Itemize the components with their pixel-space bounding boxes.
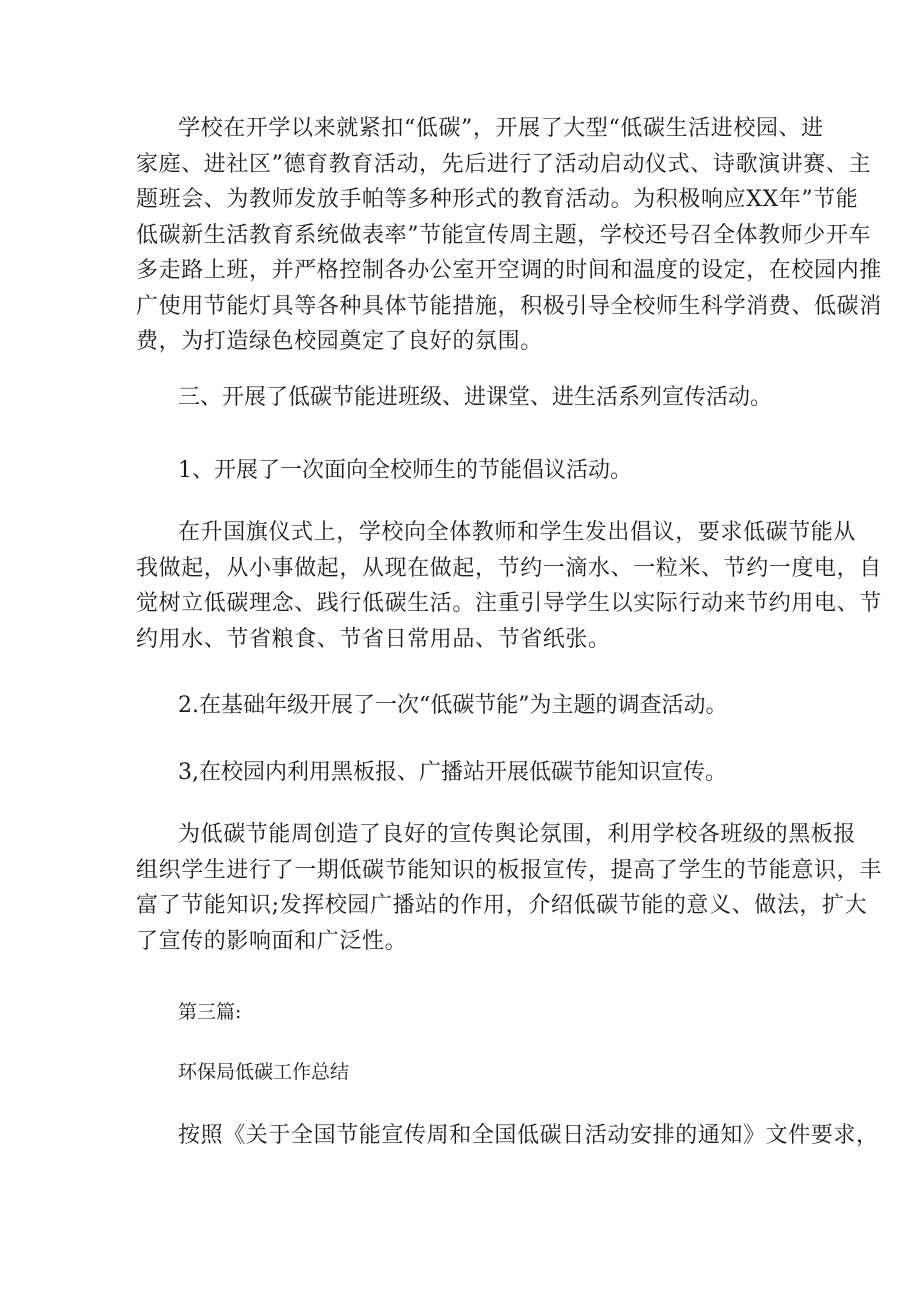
list-item-1: 1、开展了一次面向全校师生的节能倡议活动。 <box>178 458 632 483</box>
text-line: 低碳新生活教育系统做表率”节能宣传周主题，学校还号召全体教师少开车 <box>136 222 872 248</box>
paragraph-school-activities <box>136 111 882 360</box>
text-line: 约用水、节省粮食、节省日常用品、节省纸张。 <box>136 626 611 652</box>
text-line: 学校在开学以来就紧扣“低碳”，开展了大型“低碳生活进校园、进 <box>178 116 824 141</box>
text-line: 家庭、进社区”德育教育活动，先后进行了活动启动仪式、诗歌演讲赛、主 <box>136 151 872 177</box>
text-line: 了宣传的影响面和广泛性。 <box>136 928 408 954</box>
text-line: 富了节能知识;发挥校园广播站的作用，介绍低碳节能的意义、做法，扩大 <box>136 893 868 918</box>
text-line: 组织学生进行了一期低碳节能知识的板报宣传，提高了学生的节能意识，丰 <box>136 857 882 883</box>
section-label: 第三篇: <box>178 1001 242 1023</box>
section-title: 环保局低碳工作总结 <box>178 1061 350 1083</box>
list-item-3: 3,在校园内利用黑板报、广播站开展低碳节能知识宣传。 <box>178 760 727 785</box>
text-line: 我做起，从小事做起，从现在做起，节约一滴水、一粒米、节约一度电，自 <box>136 555 882 581</box>
text-line: 觉树立低碳理念、践行低碳生活。注重引导学生以实际行动来节约用电、节 <box>136 591 882 616</box>
heading-section-three: 三、开展了低碳节能进班级、进课堂、进生活系列宣传活动。 <box>178 385 773 410</box>
text-line: 费，为打造绿色校园奠定了良好的氛围。 <box>136 329 543 354</box>
text-line: 为低碳节能周创造了良好的宣传舆论氛围，利用学校各班级的黑板报 <box>178 822 857 847</box>
text-line: 按照《关于全国节能宣传周和全国低碳日活动安排的通知》文件要求， <box>178 1123 879 1148</box>
text-line: 在升国旗仪式上，学校向全体教师和学生发出倡议，要求低碳节能从 <box>178 520 857 545</box>
text-line: 广使用节能灯具等各种具体节能措施，积极引导全校师生科学消费、低碳消 <box>136 293 882 319</box>
paragraph-flag-ceremony <box>136 515 882 657</box>
text-line: 题班会、为教师发放手帕等多种形式的教育活动。为积极响应XX年”节能 <box>136 187 859 212</box>
text-line: 多走路上班，并严格控制各办公室开空调的时间和温度的设定，在校园内推 <box>136 258 882 283</box>
paragraph-blackboard-publicity <box>136 817 882 959</box>
list-item-2: 2.在基础年级开展了一次“低碳节能”为主题的调查活动。 <box>178 693 728 718</box>
paragraph-environmental-bureau <box>136 1118 879 1154</box>
